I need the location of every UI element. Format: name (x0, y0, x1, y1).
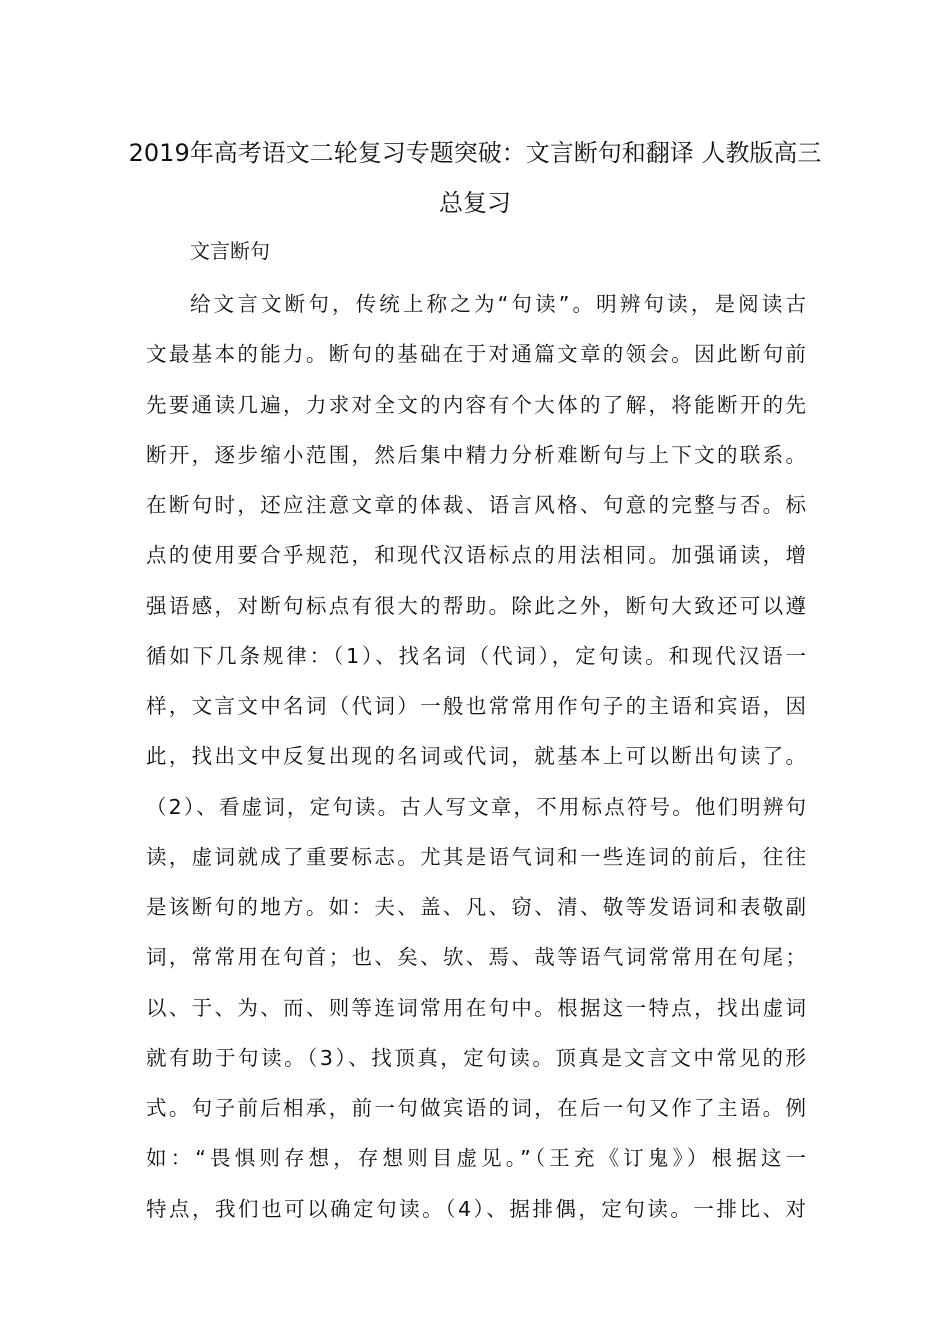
title-line-2: 总复习 (439, 189, 511, 217)
body-line: 点的使用要合乎规范，和现代汉语标点的用法相同。加强诵读，增 (146, 543, 806, 568)
body-line: 此，找出文中反复出现的名词或代词，就基本上可以断出句读了。 (146, 744, 806, 769)
section-heading: 文言断句 (190, 239, 270, 263)
body-line: 给文言文断句，传统上称之为“句读”。明辨句读，是阅读古 (190, 292, 806, 316)
body-line: 如：“畏惧则存想，存想则目虚见。”（王充《订鬼》）根据这一 (146, 1146, 806, 1171)
body-line: 就有助于句读。（3）、找顶真，定句读。顶真是文言文中常见的形 (146, 1045, 806, 1070)
body-line: 特点，我们也可以确定句读。（4）、据排偶，定句读。一排比、对 (146, 1196, 806, 1221)
body-line: 先要通读几遍，力求对全文的内容有个大体的了解，将能断开的先 (146, 392, 806, 417)
body-line: 在断句时，还应注意文章的体裁、语言风格、句意的完整与否。标 (146, 493, 806, 517)
body-line: 断开，逐步缩小范围，然后集中精力分析难断句与上下文的联系。 (146, 442, 806, 467)
body-line: 样，文言文中名词（代词）一般也常常用作句子的主语和宾语，因 (146, 694, 806, 718)
body-text (146, 279, 806, 1234)
body-line: 循如下几条规律：（1）、找名词（代词），定句读。和现代汉语一 (146, 643, 806, 668)
body-line: 以、于、为、而、则等连词常用在句中。根据这一特点，找出虚词 (146, 995, 806, 1020)
body-line: 文最基本的能力。断句的基础在于对通篇文章的领会。因此断句前 (146, 342, 806, 367)
document-title (118, 128, 832, 228)
title-line-1: 2019年高考语文二轮复习专题突破：文言断句和翻译 人教版高三 (128, 139, 822, 167)
body-line: 强语感，对断句标点有很大的帮助。除此之外，断句大致还可以遵 (146, 593, 806, 618)
body-line: 词，常常用在句首；也、矣、欤、焉、哉等语气词常常用在句尾； (146, 945, 806, 970)
body-line: 式。句子前后相承，前一句做宾语的词，在后一句又作了主语。例 (146, 1096, 806, 1120)
body-line: （2）、看虚词，定句读。古人写文章，不用标点符号。他们明辨句 (146, 794, 806, 819)
body-line: 读，虚词就成了重要标志。尤其是语气词和一些连词的前后，往往 (146, 844, 806, 869)
body-line: 是该断句的地方。如：夫、盖、凡、窃、清、敬等发语词和表敬副 (146, 895, 806, 919)
